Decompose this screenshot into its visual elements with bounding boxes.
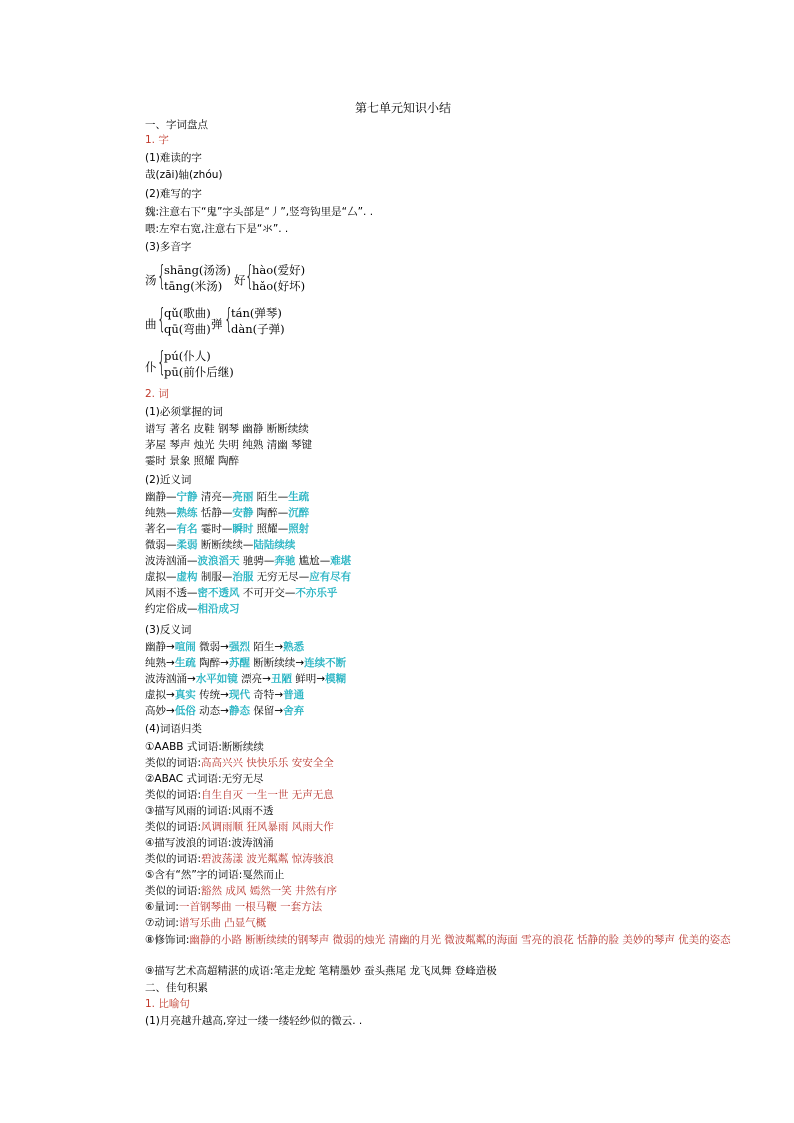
examples: 豁然 成风 嫣然一笑 井然有序 [201, 885, 338, 897]
connector: — [187, 587, 198, 599]
connector: → [220, 705, 229, 717]
syn-row [145, 602, 240, 616]
label: ③描写风雨的词语:风雨不透 [145, 805, 274, 817]
pinyin: pū(前仆后继) [164, 365, 234, 379]
poly-char: 好 [234, 273, 246, 287]
answer-word: 应有尽有 [309, 571, 352, 583]
brace-icon: { [224, 302, 233, 335]
connector: → [274, 689, 284, 701]
connector: — [221, 523, 233, 535]
item-heading: (2)近义词 [145, 474, 192, 486]
source-word: 尴尬 [295, 555, 320, 567]
source-word: 陌生 [249, 641, 275, 653]
answer-word: 奔驰 [274, 555, 296, 567]
source-word: 风雨不透 [145, 587, 187, 599]
item-heading: (3)多音字 [145, 241, 192, 253]
brace-icon: { [245, 259, 254, 292]
source-word: 动态 [195, 705, 221, 717]
label: ①AABB 式词语:断断续续 [145, 741, 264, 753]
page-title: 第七单元知识小结 [355, 101, 452, 115]
poly-char: 汤 [145, 273, 157, 287]
connector: — [298, 571, 310, 583]
poly-char: 仆 [145, 360, 157, 374]
answer-word: 相沿成习 [197, 603, 240, 615]
examples: 自生自灭 一生一世 无声无息 [201, 789, 334, 801]
examples: 高高兴兴 快快乐乐 安安全全 [201, 757, 334, 769]
pinyin: shāng(汤汤) [164, 263, 231, 277]
item-heading: (2)难写的字 [145, 188, 202, 200]
answer-word: 柔弱 [176, 539, 198, 551]
label: ⑧修饰词: [145, 934, 190, 946]
connector: → [166, 689, 175, 701]
text-line: 茅屋 琴声 烛光 失明 纯熟 清幽 琴键 [145, 439, 313, 451]
connector: — [221, 571, 233, 583]
text-line: 谱写 著名 皮鞋 钢琴 幽静 断断续续 [145, 423, 309, 435]
source-word: 陶醉 [253, 507, 278, 519]
connector: — [242, 539, 254, 551]
answer-word: 密不透风 [197, 587, 240, 599]
source-word: 波涛汹涌 [145, 673, 187, 685]
examples: 碧波荡漾 波光粼粼 惊涛骇浪 [201, 853, 334, 865]
connector: — [221, 507, 233, 519]
source-word: 恬静 [197, 507, 222, 519]
label: ②ABAC 式词语:无穷无尽 [145, 773, 264, 785]
answer-word: 宁静 [176, 491, 198, 503]
source-word: 陶醉 [195, 657, 221, 669]
word-class-row [145, 836, 273, 850]
source-word: 虚拟 [145, 571, 166, 583]
pinyin: tāng(米汤) [164, 279, 223, 293]
text-line: 霎时 景象 照耀 陶醉 [145, 455, 240, 467]
answer-word: 连续不断 [304, 657, 347, 669]
text-line: 喂:左窄右宽,注意右下是“氺”. . [145, 223, 289, 235]
source-word: 波涛汹涌 [145, 555, 187, 567]
syn-row [145, 522, 309, 536]
syn-row [145, 586, 337, 600]
word-class-row [145, 788, 334, 802]
pinyin: pú(仆人) [164, 349, 211, 363]
source-word: 著名 [145, 523, 166, 535]
section-heading: 一、字词盘点 [145, 119, 208, 131]
source-word: 不可开交 [239, 587, 285, 599]
connector: → [316, 673, 326, 685]
pinyin: qǔ(歌曲) [164, 306, 211, 320]
answer-word: 治服 [232, 571, 254, 583]
source-word: 幽静 [145, 491, 166, 503]
source-word: 鲜明 [291, 673, 317, 685]
word-class-row [145, 916, 266, 930]
connector: — [166, 491, 177, 503]
ant-row [145, 704, 304, 718]
source-word: 奇特 [249, 689, 275, 701]
source-word: 微弱 [145, 539, 166, 551]
pinyin: tán(弹琴) [231, 306, 282, 320]
pinyin: dàn(子弹) [231, 322, 285, 336]
pinyin: hào(爱好) [252, 263, 306, 277]
answer-word: 丑陋 [270, 673, 292, 685]
word-class-row [145, 884, 337, 898]
text-line: 魏:注意右下“鬼”字头部是“丿”,竖弯钩里是“厶”. . [145, 206, 374, 218]
pinyin: hǎo(好坏) [252, 279, 306, 293]
connector: — [221, 491, 233, 503]
word-class-row [145, 852, 334, 866]
section-heading: 二、佳句积累 [145, 982, 208, 994]
source-word: 无穷无尽 [253, 571, 299, 583]
examples: 幽静的小路 断断续续的钢琴声 微弱的烛光 清幽的月光 微波粼粼的海面 雪亮的浪花 恬静的脸 美妙的琴声 优美的姿态 [189, 934, 731, 946]
ant-row [145, 656, 346, 670]
answer-word: 波浪滔天 [197, 555, 240, 567]
connector: — [284, 587, 296, 599]
source-word: 约定俗成 [145, 603, 187, 615]
connector: — [277, 523, 289, 535]
text-line: (1)月亮越升越高,穿过一缕一缕轻纱似的微云. . [145, 1015, 363, 1027]
connector: — [187, 603, 198, 615]
word-class-row [145, 820, 334, 834]
answer-word: 现代 [228, 689, 250, 701]
examples: 一首钢琴曲 一根马鞭 一套方法 [178, 901, 323, 913]
source-word: 照耀 [253, 523, 278, 535]
brace-icon: { [157, 345, 166, 378]
answer-word: 熟练 [176, 507, 198, 519]
source-word: 微弱 [195, 641, 221, 653]
connector: → [166, 705, 175, 717]
item-heading: (1)难读的字 [145, 152, 202, 164]
answer-word: 低俗 [174, 705, 196, 717]
item-heading: (4)词语归类 [145, 723, 202, 735]
syn-row [145, 538, 295, 552]
label: 类似的词语: [145, 885, 202, 897]
answer-word: 虚构 [176, 571, 198, 583]
connector: — [277, 507, 289, 519]
connector: → [187, 673, 196, 685]
syn-row [145, 570, 351, 584]
source-word: 陌生 [253, 491, 278, 503]
subsection-heading: 1. 字 [145, 134, 169, 146]
answer-word: 水平如镜 [195, 673, 238, 685]
source-word: 高妙 [145, 705, 166, 717]
source-word: 纯熟 [145, 507, 166, 519]
answer-word: 安静 [232, 507, 254, 519]
answer-word: 照射 [288, 523, 310, 535]
word-class-row [145, 868, 284, 882]
source-word: 断断续续 [249, 657, 296, 669]
answer-word: 亮丽 [232, 491, 254, 503]
text-line: ⑨描写艺术高超精湛的成语:笔走龙蛇 笔精墨妙 蚕头燕尾 龙飞凤舞 登峰造极 [145, 965, 497, 977]
connector: — [166, 539, 177, 551]
poly-char: 曲 [145, 317, 157, 331]
word-class-row [145, 804, 273, 818]
answer-word: 真实 [174, 689, 196, 701]
poly-char: 弹 [211, 317, 223, 331]
answer-word: 喧闹 [174, 641, 196, 653]
examples: 风调雨顺 狂风暴雨 风雨大作 [201, 821, 334, 833]
answer-word: 瞬时 [232, 523, 254, 535]
answer-word: 强烈 [228, 641, 250, 653]
word-class-row [145, 772, 264, 786]
text-line [145, 933, 731, 947]
source-word: 驰骋 [239, 555, 264, 567]
connector: → [220, 657, 229, 669]
connector: — [166, 571, 177, 583]
connector: → [295, 657, 305, 669]
label: 类似的词语: [145, 757, 202, 769]
answer-word: 生疏 [174, 657, 196, 669]
label: ④描写波浪的词语:波涛汹涌 [145, 837, 274, 849]
word-class-row [145, 900, 322, 914]
ant-row [145, 688, 304, 702]
answer-word: 有名 [176, 523, 198, 535]
ant-row [145, 672, 346, 686]
examples: 谱写乐曲 凸显气概 [178, 917, 267, 929]
source-word: 幽静 [145, 641, 166, 653]
source-word: 虚拟 [145, 689, 166, 701]
item-heading: (1)必须掌握的词 [145, 406, 223, 418]
label: ⑦动词: [145, 917, 179, 929]
answer-word: 舍弃 [283, 705, 305, 717]
answer-word: 熟悉 [283, 641, 305, 653]
ant-row [145, 640, 304, 654]
connector: — [187, 555, 198, 567]
label: 类似的词语: [145, 821, 202, 833]
connector: — [166, 523, 177, 535]
answer-word: 苏醒 [228, 657, 250, 669]
label: 类似的词语: [145, 853, 202, 865]
word-class-row [145, 756, 334, 770]
label: ⑥量词: [145, 901, 179, 913]
source-word: 纯熟 [145, 657, 166, 669]
source-word: 传统 [195, 689, 221, 701]
text-line: 哉(zāi)轴(zhóu) [145, 169, 223, 181]
brace-icon: { [157, 259, 166, 292]
connector: — [263, 555, 275, 567]
answer-word: 模糊 [325, 673, 347, 685]
syn-row [145, 554, 351, 568]
syn-row [145, 490, 309, 504]
pinyin: qū(弯曲) [164, 322, 211, 336]
source-word: 清亮 [197, 491, 222, 503]
subsection-heading: 1. 比喻句 [145, 998, 190, 1010]
answer-word: 难堪 [330, 555, 352, 567]
connector: → [166, 641, 175, 653]
answer-word: 不亦乐乎 [295, 587, 338, 599]
answer-word: 陆陆续续 [253, 539, 296, 551]
answer-word: 普通 [283, 689, 305, 701]
answer-word: 沉醉 [288, 507, 310, 519]
source-word: 保留 [249, 705, 275, 717]
source-word: 断断续续 [197, 539, 243, 551]
syn-row [145, 506, 309, 520]
answer-word: 生疏 [288, 491, 310, 503]
source-word: 漂亮 [237, 673, 263, 685]
connector: — [277, 491, 289, 503]
source-word: 制服 [197, 571, 222, 583]
connector: → [262, 673, 271, 685]
connector: — [166, 507, 177, 519]
label: 类似的词语: [145, 789, 202, 801]
connector: → [274, 641, 284, 653]
connector: → [220, 689, 229, 701]
source-word: 霎时 [197, 523, 222, 535]
subsection-heading: 2. 词 [145, 388, 169, 400]
connector: → [274, 705, 284, 717]
brace-icon: { [157, 302, 166, 335]
item-heading: (3)反义词 [145, 624, 192, 636]
connector: — [319, 555, 331, 567]
word-class-row [145, 740, 264, 754]
answer-word: 静态 [228, 705, 250, 717]
label: ⑤含有“然”字的词语:戛然而止 [145, 869, 285, 881]
connector: → [166, 657, 175, 669]
connector: → [220, 641, 229, 653]
